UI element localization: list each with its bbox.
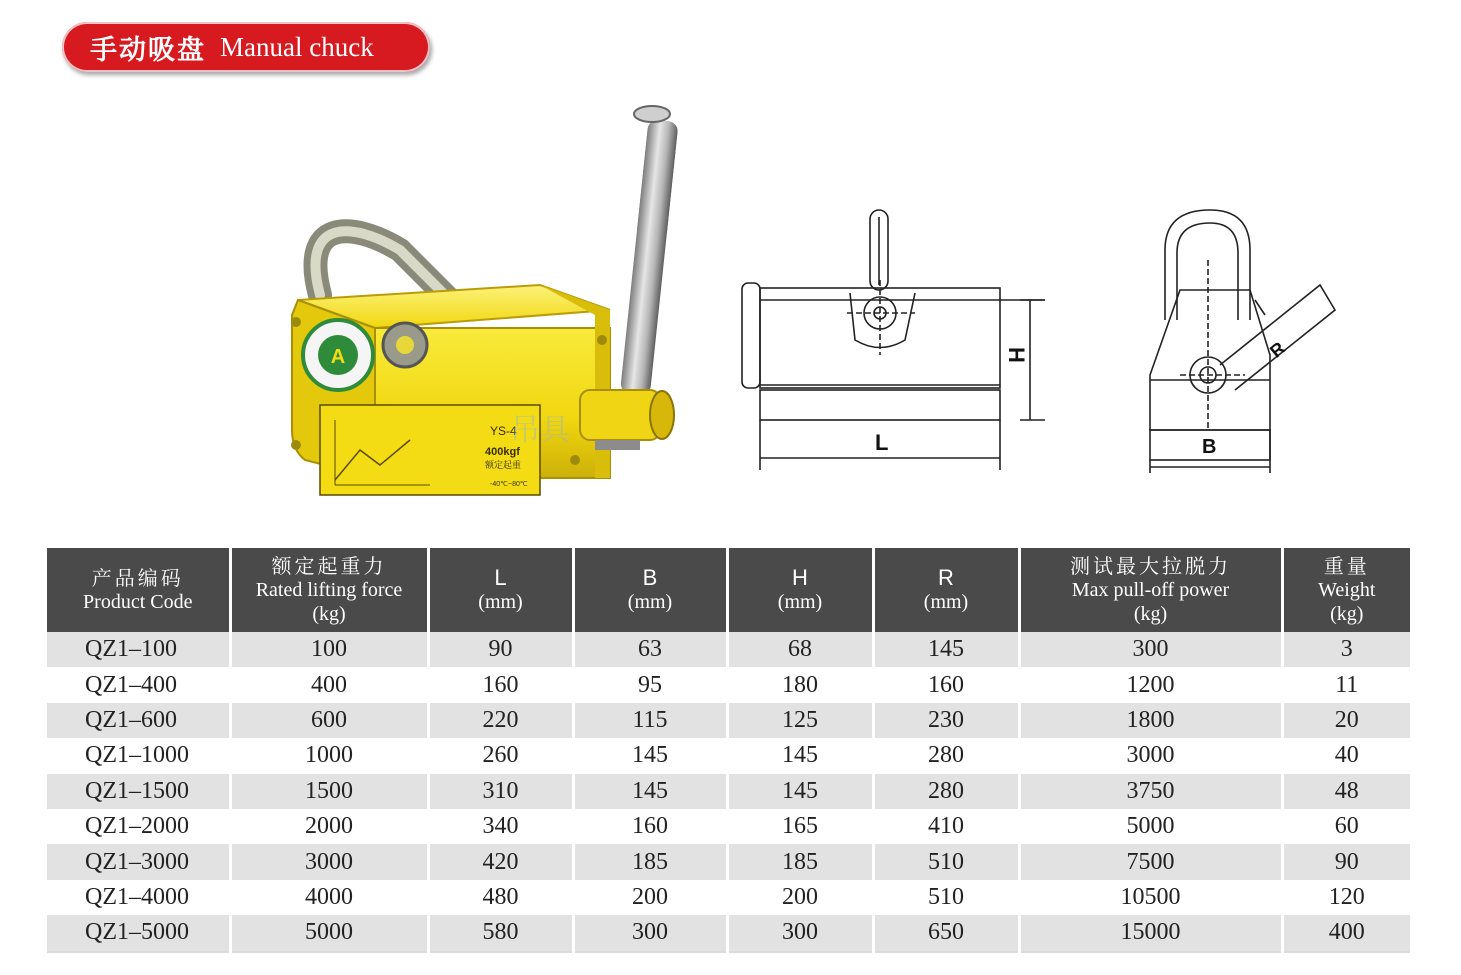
- cell-l: 220: [428, 703, 573, 738]
- cell-product-code: QZ1–600: [47, 703, 230, 738]
- cell-product-code: QZ1–1500: [47, 774, 230, 809]
- cell-max-pull-off: 10500: [1019, 880, 1282, 915]
- table-row: [47, 703, 1410, 738]
- cell-weight: 120: [1282, 880, 1410, 915]
- cell-b: 63: [573, 632, 727, 667]
- cell-l: 420: [428, 844, 573, 879]
- cell-h: 300: [727, 915, 873, 951]
- cell-r: 280: [873, 774, 1019, 809]
- spec-table: [47, 548, 1410, 953]
- dim-label-l: L: [875, 430, 889, 455]
- cell-h: 68: [727, 632, 873, 667]
- dim-label-r: R: [1266, 337, 1289, 362]
- table-row: [47, 915, 1410, 951]
- cell-product-code: QZ1–5000: [47, 915, 230, 951]
- cell-max-pull-off: 1800: [1019, 703, 1282, 738]
- cell-h: 200: [727, 880, 873, 915]
- cell-h: 165: [727, 809, 873, 844]
- product-photo: [280, 100, 700, 510]
- cell-rated-lifting-force: 3000: [230, 844, 428, 879]
- cell-r: 510: [873, 880, 1019, 915]
- header-product-code: 产品编码 Product Code: [47, 548, 230, 632]
- table-row: [47, 809, 1410, 844]
- cell-weight: 60: [1282, 809, 1410, 844]
- header-r: R (mm): [873, 548, 1019, 632]
- cell-b: 115: [573, 703, 727, 738]
- photo-label-model: YS-4: [490, 424, 517, 438]
- cell-rated-lifting-force: 600: [230, 703, 428, 738]
- cell-b: 145: [573, 774, 727, 809]
- cell-product-code: QZ1–100: [47, 632, 230, 667]
- cell-r: 410: [873, 809, 1019, 844]
- section-title-en: Manual chuck: [220, 31, 374, 62]
- cell-h: 180: [727, 667, 873, 702]
- table-row: [47, 667, 1410, 702]
- cell-product-code: QZ1–400: [47, 667, 230, 702]
- cell-l: 310: [428, 774, 573, 809]
- cell-weight: 90: [1282, 844, 1410, 879]
- cell-l: 90: [428, 632, 573, 667]
- cell-max-pull-off: 3000: [1019, 738, 1282, 773]
- table-row: [47, 774, 1410, 809]
- header-rated-lifting-force: 额定起重力 Rated lifting force (kg): [230, 548, 428, 632]
- cell-max-pull-off: 300: [1019, 632, 1282, 667]
- side-view-drawing: [735, 205, 1055, 480]
- cell-r: 230: [873, 703, 1019, 738]
- photo-label-capacity: 400kgf: [485, 446, 520, 458]
- table-row: [47, 632, 1410, 667]
- cell-product-code: QZ1–1000: [47, 738, 230, 773]
- table-header-row: [47, 548, 1410, 632]
- cell-l: 340: [428, 809, 573, 844]
- cell-product-code: QZ1–4000: [47, 880, 230, 915]
- cell-r: 510: [873, 844, 1019, 879]
- cell-rated-lifting-force: 100: [230, 632, 428, 667]
- cell-max-pull-off: 15000: [1019, 915, 1282, 951]
- cell-l: 480: [428, 880, 573, 915]
- cell-max-pull-off: 7500: [1019, 844, 1282, 879]
- cell-weight: 48: [1282, 774, 1410, 809]
- header-h: H (mm): [727, 548, 873, 632]
- header-max-pull-off: 测试最大拉脱力 Max pull-off power (kg): [1019, 548, 1282, 632]
- cell-h: 145: [727, 774, 873, 809]
- end-view-drawing: [1140, 205, 1350, 480]
- cell-h: 185: [727, 844, 873, 879]
- table-row: [47, 880, 1410, 915]
- cell-product-code: QZ1–2000: [47, 809, 230, 844]
- photo-label-temp: -40℃~80℃: [490, 481, 528, 488]
- cell-rated-lifting-force: 1500: [230, 774, 428, 809]
- section-title-cn: 手动吸盘: [90, 34, 206, 66]
- header-l: L (mm): [428, 548, 573, 632]
- cell-b: 160: [573, 809, 727, 844]
- cell-b: 185: [573, 844, 727, 879]
- cell-max-pull-off: 3750: [1019, 774, 1282, 809]
- cell-b: 145: [573, 738, 727, 773]
- table-row: [47, 844, 1410, 879]
- cell-product-code: QZ1–3000: [47, 844, 230, 879]
- cell-b: 300: [573, 915, 727, 951]
- cell-h: 125: [727, 703, 873, 738]
- cell-l: 160: [428, 667, 573, 702]
- dim-label-b: B: [1202, 436, 1217, 458]
- cell-h: 145: [727, 738, 873, 773]
- section-title: [62, 22, 430, 72]
- cell-weight: 11: [1282, 667, 1410, 702]
- photo-label-rated: 额定起重: [485, 461, 522, 471]
- cell-b: 95: [573, 667, 727, 702]
- cell-r: 160: [873, 667, 1019, 702]
- cell-rated-lifting-force: 4000: [230, 880, 428, 915]
- cell-max-pull-off: 1200: [1019, 667, 1282, 702]
- header-b: B (mm): [573, 548, 727, 632]
- cell-rated-lifting-force: 2000: [230, 809, 428, 844]
- photo-watermark: 吊具: [510, 413, 570, 448]
- cell-rated-lifting-force: 400: [230, 667, 428, 702]
- cell-weight: 40: [1282, 738, 1410, 773]
- cell-r: 145: [873, 632, 1019, 667]
- cell-l: 260: [428, 738, 573, 773]
- cell-weight: 20: [1282, 703, 1410, 738]
- svg-text:A: A: [330, 346, 346, 368]
- handle-rod: [620, 106, 679, 396]
- cell-r: 280: [873, 738, 1019, 773]
- cell-rated-lifting-force: 1000: [230, 738, 428, 773]
- table-row: [47, 738, 1410, 773]
- cell-l: 580: [428, 915, 573, 951]
- cell-b: 200: [573, 880, 727, 915]
- cell-r: 650: [873, 915, 1019, 951]
- cell-max-pull-off: 5000: [1019, 809, 1282, 844]
- spec-table-body: [47, 632, 1410, 952]
- cell-rated-lifting-force: 5000: [230, 915, 428, 951]
- header-weight: 重量 Weight (kg): [1282, 548, 1410, 632]
- cell-weight: 3: [1282, 632, 1410, 667]
- cell-weight: 400: [1282, 915, 1410, 951]
- dim-label-h: H: [1004, 347, 1029, 363]
